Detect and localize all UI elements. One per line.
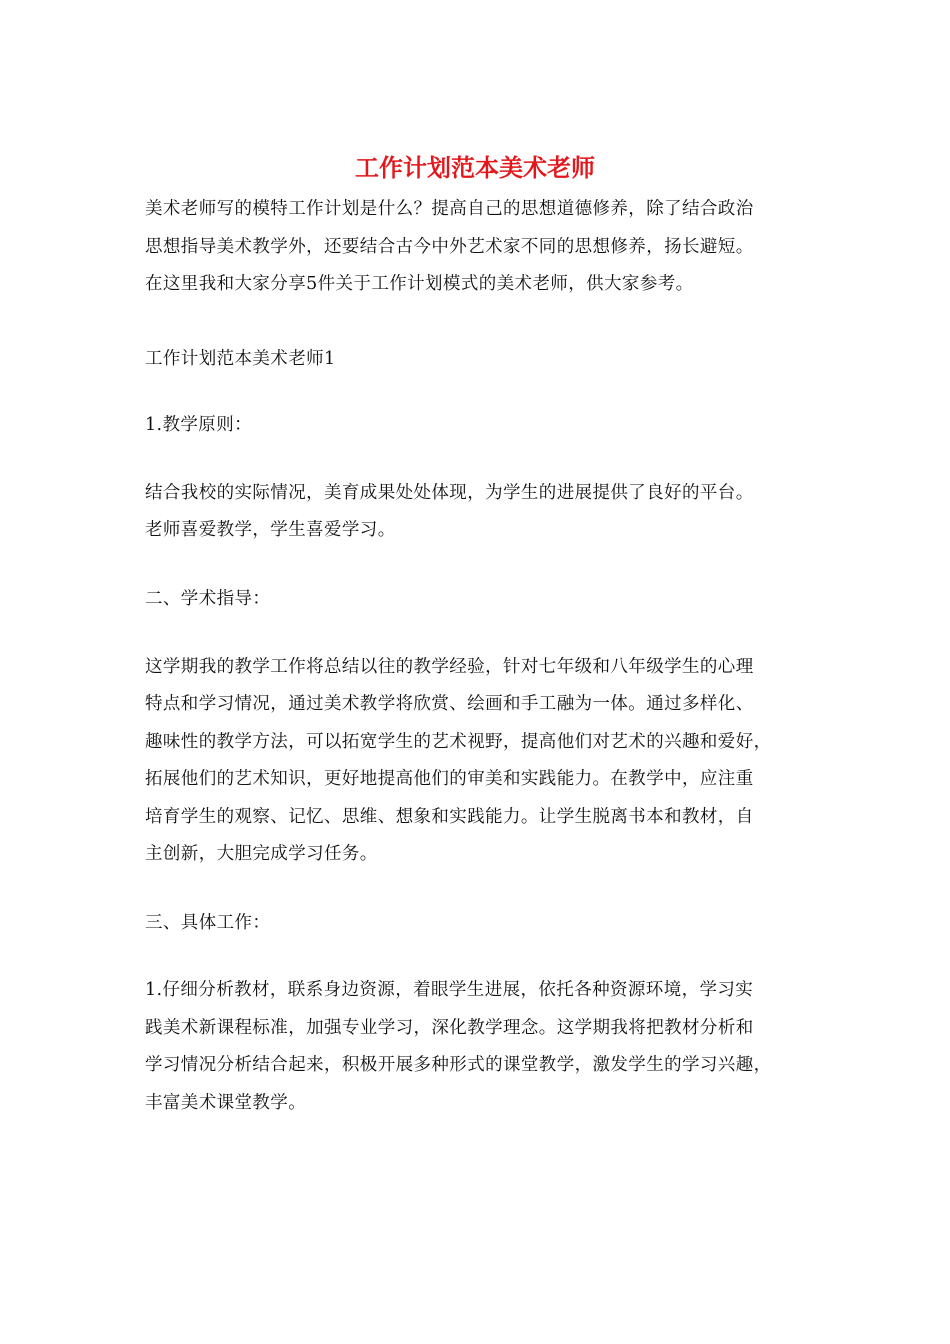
work-line-3: 学习情况分析结合起来，积极开展多种形式的课堂教学，激发学生的学习兴趣， [145,1055,772,1075]
guidance-line-5: 培育学生的观察、记忆、思维、想象和实践能力。让学生脱离书本和教材，自 [145,807,754,827]
section-heading-guidance: 二、学术指导： [145,589,271,609]
principles-line-1: 结合我校的实际情况，美育成果处处体现，为学生的进展提供了良好的平台。 [145,483,754,503]
document-title: 工作计划范本美术老师 [355,153,595,182]
guidance-line-3: 趣味性的教学方法，可以拓宽学生的艺术视野，提高他们对艺术的兴趣和爱好， [145,732,772,752]
intro-line-2: 思想指导美术教学外，还要结合古今中外艺术家不同的思想修养，扬长避短。 [145,237,754,257]
guidance-line-6: 主创新，大胆完成学习任务。 [145,844,378,864]
intro-line-1: 美术老师写的模特工作计划是什么？提高自己的思想道德修养，除了结合政治 [145,199,754,219]
work-line-1: 1.仔细分析教材，联系身边资源，着眼学生进展，依托各种资源环境，学习实 [145,980,754,1000]
principles-line-2: 老师喜爱教学，学生喜爱学习。 [145,520,396,540]
guidance-line-4: 拓展他们的艺术知识，更好地提高他们的审美和实践能力。在教学中，应注重 [145,769,754,789]
work-line-4: 丰富美术课堂教学。 [145,1093,307,1113]
intro-line-3: 在这里我和大家分享5件关于工作计划模式的美术老师，供大家参考。 [145,274,694,294]
section-heading-work: 三、具体工作： [145,913,271,933]
work-line-2: 践美术新课程标准，加强专业学习，深化教学理念。这学期我将把教材分析和 [145,1018,754,1038]
section-heading-plan-1: 工作计划范本美术老师1 [145,349,336,369]
guidance-line-1: 这学期我的教学工作将总结以往的教学经验，针对七年级和八年级学生的心理 [145,657,754,677]
guidance-line-2: 特点和学习情况，通过美术教学将欣赏、绘画和手工融为一体。通过多样化、 [145,694,754,714]
section-heading-principles: 1.教学原则： [145,415,252,435]
